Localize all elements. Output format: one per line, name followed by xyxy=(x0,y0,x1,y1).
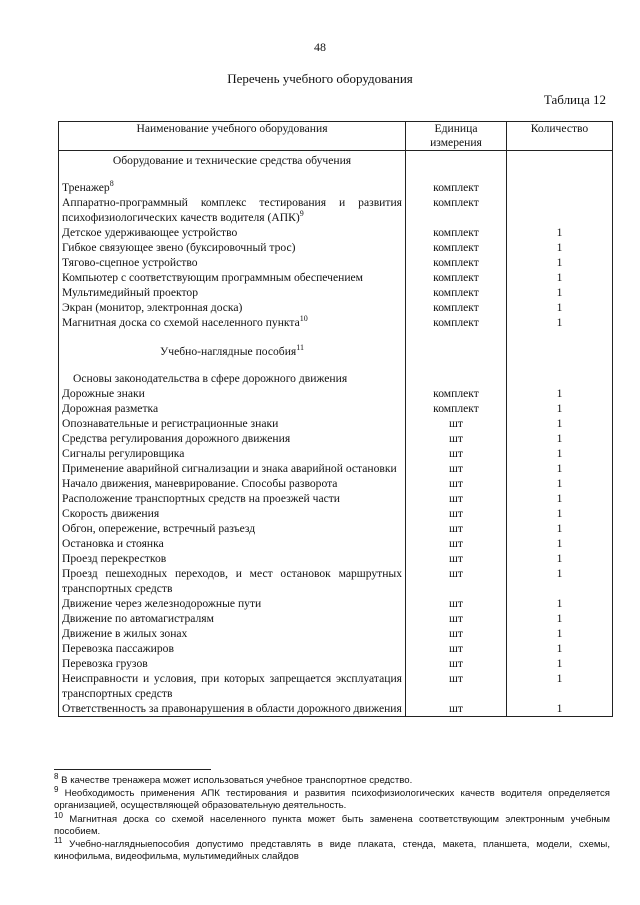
table-row xyxy=(59,386,613,401)
equipment-name: Обгон, опережение, встречный разъезд xyxy=(59,521,406,536)
header-name: Наименование учебного оборудования xyxy=(59,122,406,151)
table-row xyxy=(59,315,613,330)
quantity: 1 xyxy=(507,701,613,717)
quantity: 1 xyxy=(507,401,613,416)
table-row xyxy=(59,225,613,240)
table-row xyxy=(59,285,613,300)
unit-of-measure: шт xyxy=(406,566,507,596)
equipment-name: Расположение транспортных средств на проезжей части xyxy=(59,491,406,506)
equipment-name: Мультимедийный проектор xyxy=(59,285,406,300)
quantity: 1 xyxy=(507,446,613,461)
equipment-name: Детское удерживающее устройство xyxy=(59,225,406,240)
equipment-name: Тренажер$^8$ xyxy=(59,180,406,195)
table-row xyxy=(59,671,613,701)
unit-of-measure: комплект xyxy=(406,270,507,285)
equipment-name: Гибкое связующее звено (буксировочный трос) xyxy=(59,240,406,255)
section-heading: Учебно-наглядные пособия$^{11}$ xyxy=(59,342,406,359)
equipment-name: Перевозка пассажиров xyxy=(59,641,406,656)
quantity: 1 xyxy=(507,461,613,476)
unit-of-measure: комплект xyxy=(406,315,507,330)
table-row xyxy=(59,401,613,416)
equipment-name: Применение аварийной сигнализации и знака аварийной остановки xyxy=(59,461,406,476)
equipment-name: Компьютер с соответствующим программным обеспечением xyxy=(59,270,406,285)
unit-of-measure: шт xyxy=(406,656,507,671)
equipment-name: Дорожные знаки xyxy=(59,386,406,401)
page-number: 48 xyxy=(314,40,326,54)
footnotes xyxy=(54,771,610,864)
quantity: 1 xyxy=(507,536,613,551)
quantity: 1 xyxy=(507,656,613,671)
equipment-table xyxy=(58,121,613,717)
table-row xyxy=(59,180,613,195)
header-unit: Единица измерения xyxy=(406,122,507,151)
table-row xyxy=(59,551,613,566)
quantity: 1 xyxy=(507,641,613,656)
quantity: 1 xyxy=(507,416,613,431)
equipment-name: Магнитная доска со схемой населенного пункта$^{10}$ xyxy=(59,315,406,330)
table-row xyxy=(59,506,613,521)
table-row xyxy=(59,521,613,536)
table-row xyxy=(59,300,613,315)
unit-of-measure: комплект xyxy=(406,225,507,240)
unit-of-measure: шт xyxy=(406,641,507,656)
unit-of-measure: шт xyxy=(406,551,507,566)
quantity: 1 xyxy=(507,491,613,506)
quantity: 1 xyxy=(507,551,613,566)
footnote: $^9$ Необходимость применения АПК тестирования и развития психофизиологических качеств водителя определяется организацией, осуществляющей образовательную деятельность. xyxy=(54,785,610,812)
table-row xyxy=(59,476,613,491)
section-heading-row xyxy=(59,342,613,359)
equipment-name: Опознавательные и регистрационные знаки xyxy=(59,416,406,431)
unit-of-measure: шт xyxy=(406,476,507,491)
table-row xyxy=(59,656,613,671)
quantity: 1 xyxy=(507,255,613,270)
unit-of-measure: комплект xyxy=(406,401,507,416)
quantity: 1 xyxy=(507,566,613,596)
table-row xyxy=(59,461,613,476)
unit-of-measure: шт xyxy=(406,536,507,551)
equipment-name: Движение через железнодорожные пути xyxy=(59,596,406,611)
equipment-name: Движение в жилых зонах xyxy=(59,626,406,641)
footnote-divider xyxy=(54,769,211,770)
footnote: $^{10}$ Магнитная доска со схемой населенного пункта может быть заменена соответствующим электронным учебным пособием. xyxy=(54,810,610,837)
table-row xyxy=(59,596,613,611)
quantity: 1 xyxy=(507,240,613,255)
equipment-name: Средства регулирования дорожного движения xyxy=(59,431,406,446)
table-row xyxy=(59,240,613,255)
quantity: 1 xyxy=(507,386,613,401)
subsection-heading: Основы законодательства в сфере дорожного движения xyxy=(59,371,406,386)
table-row xyxy=(59,611,613,626)
equipment-name: Проезд пешеходных переходов, и мест остановок маршрутных транспортных средств xyxy=(59,566,406,596)
equipment-name: Остановка и стоянка xyxy=(59,536,406,551)
unit-of-measure: шт xyxy=(406,671,507,701)
quantity xyxy=(507,195,613,225)
table-row xyxy=(59,270,613,285)
table-row xyxy=(59,566,613,596)
unit-of-measure: шт xyxy=(406,626,507,641)
unit-of-measure: шт xyxy=(406,506,507,521)
table-row xyxy=(59,446,613,461)
table-body xyxy=(59,151,613,717)
table-row xyxy=(59,255,613,270)
unit-of-measure: комплект xyxy=(406,300,507,315)
quantity: 1 xyxy=(507,626,613,641)
quantity: 1 xyxy=(507,270,613,285)
quantity: 1 xyxy=(507,476,613,491)
quantity xyxy=(507,180,613,195)
unit-of-measure: шт xyxy=(406,611,507,626)
quantity: 1 xyxy=(507,285,613,300)
table-row xyxy=(59,195,613,225)
equipment-name: Ответственность за правонарушения в области дорожного движения xyxy=(59,701,406,717)
unit-of-measure: шт xyxy=(406,431,507,446)
unit-of-measure: шт xyxy=(406,701,507,717)
unit-of-measure: комплект xyxy=(406,285,507,300)
unit-of-measure: комплект xyxy=(406,180,507,195)
quantity: 1 xyxy=(507,225,613,240)
equipment-name: Сигналы регулировщика xyxy=(59,446,406,461)
unit-of-measure: комплект xyxy=(406,255,507,270)
unit-of-measure: шт xyxy=(406,596,507,611)
equipment-name: Экран (монитор, электронная доска) xyxy=(59,300,406,315)
table-row xyxy=(59,701,613,717)
quantity: 1 xyxy=(507,521,613,536)
table-row xyxy=(59,536,613,551)
table-row xyxy=(59,491,613,506)
equipment-name: Проезд перекрестков xyxy=(59,551,406,566)
quantity: 1 xyxy=(507,315,613,330)
quantity: 1 xyxy=(507,596,613,611)
equipment-name: Неисправности и условия, при которых запрещается эксплуатация транспортных средств xyxy=(59,671,406,701)
table-row xyxy=(59,641,613,656)
table-row xyxy=(59,626,613,641)
quantity: 1 xyxy=(507,300,613,315)
table-row xyxy=(59,431,613,446)
unit-of-measure: шт xyxy=(406,446,507,461)
footnote: $^8$ В качестве тренажера может использоваться учебное транспортное средство. xyxy=(54,771,413,786)
unit-of-measure: шт xyxy=(406,521,507,536)
document-title: Перечень учебного оборудования xyxy=(227,71,413,86)
quantity: 1 xyxy=(507,431,613,446)
unit-of-measure: шт xyxy=(406,416,507,431)
equipment-name: Скорость движения xyxy=(59,506,406,521)
table-label: Таблица 12 xyxy=(543,92,606,107)
equipment-name: Движение по автомагистралям xyxy=(59,611,406,626)
header-quantity: Количество xyxy=(507,122,613,151)
quantity: 1 xyxy=(507,671,613,701)
section-heading-row xyxy=(59,151,613,169)
quantity: 1 xyxy=(507,611,613,626)
unit-of-measure: шт xyxy=(406,491,507,506)
equipment-name: Аппаратно-программный комплекс тестирования и развития психофизиологических качеств водителя (АПК)$^9$ xyxy=(59,195,406,225)
subsection-heading-row xyxy=(59,371,613,386)
unit-of-measure: комплект xyxy=(406,195,507,225)
equipment-name: Тягово-сцепное устройство xyxy=(59,255,406,270)
equipment-name: Дорожная разметка xyxy=(59,401,406,416)
section-heading: Оборудование и технические средства обучения xyxy=(59,151,406,169)
unit-of-measure: комплект xyxy=(406,386,507,401)
equipment-name: Перевозка грузов xyxy=(59,656,406,671)
unit-of-measure: шт xyxy=(406,461,507,476)
table-header-row xyxy=(59,122,613,151)
footnote: $^{11}$ Учебно-наглядныепособия допустимо представлять в виде плаката, стенда, макета, планшета, модели, схемы, кинофильма, видеофильма, мультимедийных слайдов xyxy=(54,835,610,863)
table-row xyxy=(59,416,613,431)
equipment-name: Начало движения, маневрирование. Способы разворота xyxy=(59,476,406,491)
unit-of-measure: комплект xyxy=(406,240,507,255)
quantity: 1 xyxy=(507,506,613,521)
